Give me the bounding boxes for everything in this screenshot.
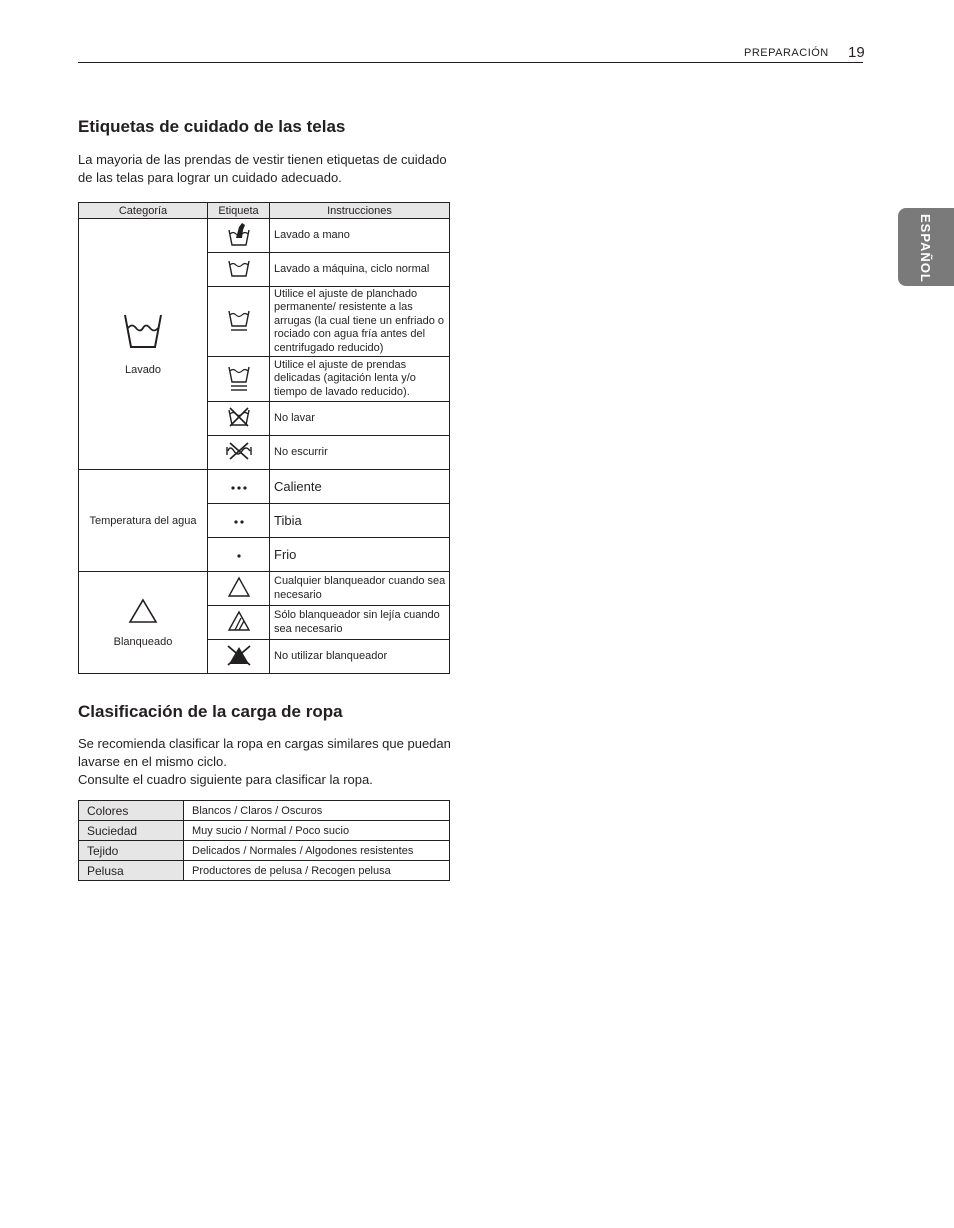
load-sorting-intro — [78, 735, 458, 789]
header-divider — [78, 62, 863, 63]
table-row — [79, 821, 450, 841]
page-number: 19 — [848, 44, 865, 61]
load-sorting-intro-line2: Consulte el cuadro siguiente para clasificar la ropa. — [78, 772, 373, 787]
sort-value: Muy sucio / Normal / Poco sucio — [184, 821, 450, 841]
table-header-row — [79, 203, 450, 219]
header-instructions: Instrucciones — [270, 203, 450, 219]
triangle-icon — [128, 598, 158, 624]
permanent-press-icon — [227, 308, 251, 332]
category-cell-wash — [79, 219, 208, 470]
hand-wash-icon — [227, 221, 251, 247]
language-tab — [898, 208, 954, 286]
table-row — [79, 572, 450, 606]
category-cell-bleach — [79, 572, 208, 674]
do-not-wash-icon — [227, 407, 251, 427]
table-row — [79, 801, 450, 821]
instruction-text: Tibia — [270, 504, 450, 538]
instruction-text: Caliente — [270, 470, 450, 504]
sort-key: Tejido — [79, 841, 184, 861]
sort-value: Productores de pelusa / Recogen pelusa — [184, 861, 450, 881]
two-dots-icon — [232, 516, 246, 524]
instruction-text: No escurrir — [270, 436, 450, 470]
table-row — [79, 861, 450, 881]
care-labels-intro: La mayoria de las prendas de vestir tienen etiquetas de cuidado de las telas para lograr un cuidado adecuado. — [78, 152, 447, 185]
delicate-wash-icon — [227, 364, 251, 392]
category-cell-water-temperature: Temperatura del agua — [79, 470, 208, 572]
any-bleach-icon — [227, 576, 251, 598]
one-dot-icon — [235, 550, 243, 558]
sort-key: Suciedad — [79, 821, 184, 841]
load-sorting-table — [78, 800, 450, 881]
do-not-wring-icon — [225, 442, 253, 460]
language-tab-label: ESPAÑOL — [918, 214, 933, 283]
table-row — [79, 470, 450, 504]
sort-key: Pelusa — [79, 861, 184, 881]
care-labels-table — [78, 202, 450, 674]
non-chlorine-bleach-icon — [227, 610, 251, 632]
header-label: Etiqueta — [208, 203, 270, 219]
header-category: Categoría — [79, 203, 208, 219]
header-section-title: PREPARACIÓN — [744, 47, 829, 59]
instruction-text: Utilice el ajuste de planchado permanente/ resistente a las arrugas (la cual tiene un enfriado o rociado con agua fría antes del centrifugado reducido) — [270, 287, 450, 357]
instruction-text: No utilizar blanqueador — [270, 640, 450, 674]
three-dots-icon — [229, 482, 249, 490]
sort-value: Blancos / Claros / Oscuros — [184, 801, 450, 821]
do-not-bleach-icon — [225, 644, 253, 666]
category-label: Blanqueado — [113, 635, 173, 648]
wash-tub-icon — [123, 312, 163, 350]
instruction-text: No lavar — [270, 402, 450, 436]
instruction-text: Utilice el ajuste de prendas delicadas (agitación lenta y/o tiempo de lavado reducido). — [270, 357, 450, 402]
load-sorting-intro-line1: Se recomienda clasificar la ropa en cargas similares que puedan lavarse en el mismo ciclo. — [78, 736, 451, 769]
category-label: Lavado — [124, 364, 162, 376]
section-title-load-sorting: Clasificación de la carga de ropa — [78, 702, 343, 721]
sort-value: Delicados / Normales / Algodones resistentes — [184, 841, 450, 861]
table-row — [79, 219, 450, 253]
instruction-text: Lavado a mano — [270, 219, 450, 253]
table-row — [79, 841, 450, 861]
sort-key: Colores — [79, 801, 184, 821]
machine-wash-normal-icon — [227, 258, 251, 278]
instruction-text: Frio — [270, 538, 450, 572]
instruction-text: Cualquier blanqueador cuando sea necesario — [270, 572, 450, 606]
section-title-care-labels: Etiquetas de cuidado de las telas — [78, 117, 346, 136]
instruction-text: Sólo blanqueador sin lejía cuando sea necesario — [270, 606, 450, 640]
instruction-text: Lavado a máquina, ciclo normal — [270, 253, 450, 287]
